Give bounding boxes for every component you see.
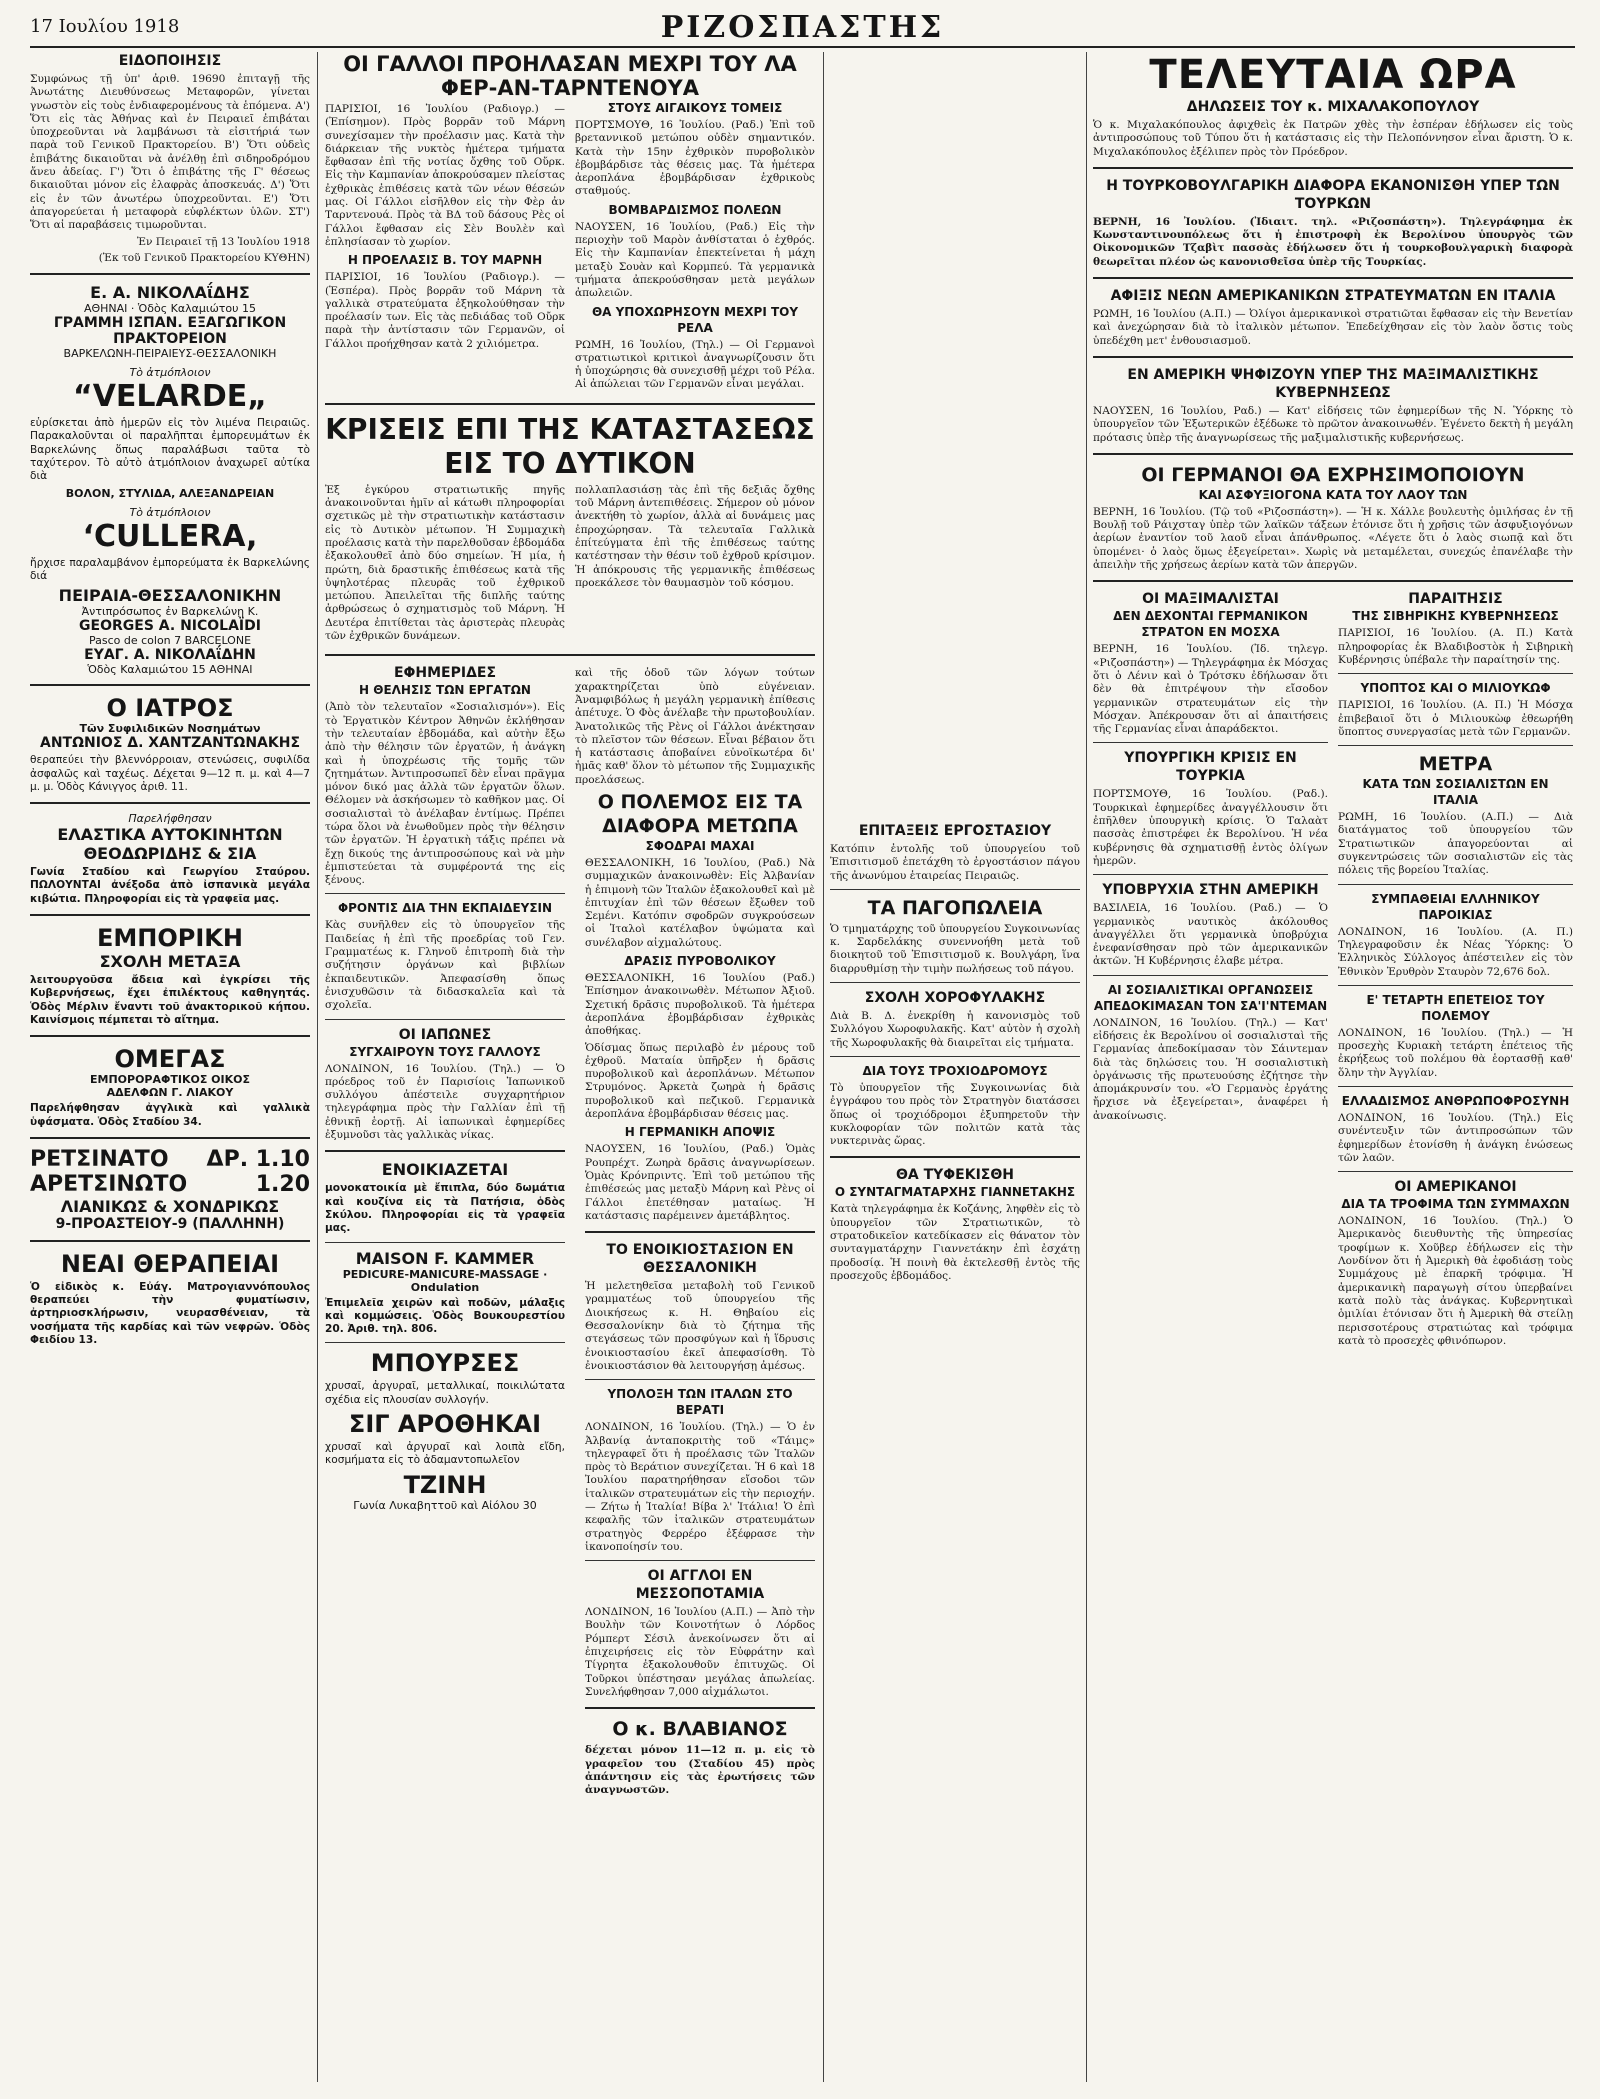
doctor-name: ΑΝΤΩΝΙΟΣ Δ. ΧΑΝΤΖΑΝΤΩΝΑΚΗΣ bbox=[39, 735, 301, 752]
divider bbox=[30, 1240, 310, 1242]
crisis-text: πολλαπλασιάσῃ τὰς ἐπὶ τῆς δεξιᾶς ὄχθης τοῦ Μάρνη ἀντεπιθέσεις. Σήμερον οὐ μόνον ἀνεκτήθη τὸ χωρίον, ἀλλὰ αἱ δυνάμεις μας ἐπροχώρησαν. Τὰ τελευταῖα Γαλλικὰ ἐπίτεύγματα ἐπὶ τῆς ἐπιθέσεως ταύτης κατέστησαν τὴν θέσιν τοῦ ἐχθροῦ κρίσιμον. Ἡ ἀπόκρουσις τῆς γερμανικῆς ἐπιθέσεως προεκάλεσε τὸν θαυμασμὸν τοῦ κόσμου. bbox=[575, 483, 815, 589]
canteen-title: ΦΡΟΝΤΙΣ ΔΙΑ ΤΗΝ ΕΚΠΑΙΔΕΥΣΙΝ bbox=[337, 901, 553, 916]
maximal-text: ΝΑΟΥΣΕΝ, 16 Ἰουλίου, Ραδ.) — Κατ' εἰδήσεις τῶν ἐφημερίδων τῆς Ν. Ὑόρκης τὸ ὑπουργεῖον τῶν Ἐξωτερικῶν ἐξέδωκε τὸ πρῶτον ἀνακοινωθέν. Ἐγένετο δεκτὴ ἡ μεγάλη πρότασις ὑπὲρ τῆς ἀναγνωρίσεως τῆς μαξιμαλιστικῆς κυβερνήσεως. bbox=[1093, 404, 1573, 444]
omegas-sub: ΕΜΠΟΡΟΡΑΦΤΙΚΟΣ ΟΙΚΟΣ bbox=[89, 1073, 250, 1087]
spacer bbox=[830, 52, 1080, 822]
school-text: λειτουργοῦσα ἄδεια καὶ ἐγκρίσει τῆς Κυβερνήσεως, ἔχει ἐπιλέκτους καθηγητάς. Ὁδὸς Μέρλιν ἔναντι τοῦ ἀνακτορικοῦ κήπου. Καινίσμοις πέμπεται τὸ αἴτημα. bbox=[30, 974, 310, 1026]
bombing-subhead: ΒΟΜΒΑΡΔΙΣΜΟΣ ΠΟΛΕΩΝ bbox=[608, 202, 782, 217]
measures-text: ΡΩΜΗ, 16 Ἰουλίου. (Α.Π.) — Διὰ διατάγματος τοῦ ὑπουργείου τῶν Στρατιωτικῶν ἀπαγορεύονται αἱ συγκεντρώσεις τῶν σοσιαλιστῶν εἰς τὰς πόλεις τῆς βορείου Ἰταλίας. bbox=[1338, 811, 1573, 877]
kammer-sub: PEDICURE-MANICURE-MASSAGE · Ondulation bbox=[342, 1267, 548, 1294]
kammer-text: Ἐπιμελεῖα χειρῶν καὶ ποδῶν, μάλαξις καὶ κομμώσεις. Ὁδὸς Βουκουρεστίου 20. Ἀριθ. τηλ. 806. bbox=[325, 1296, 565, 1336]
line-route: ΒΑΡΚΕΛΩΝΗ-ΠΕΙΡΑΙΕΥΣ-ΘΕΣΣΑΛΟΝΙΚΗ bbox=[63, 347, 277, 361]
pharm-name: ΤΖΙΝΗ bbox=[403, 1470, 487, 1499]
pharm-text: χρυσαῖ καὶ ἀργυραῖ καὶ λοιπὰ εἴδη, κοσμήματα εἰς τὸ ἀδαμαντοπωλεῖον bbox=[325, 1441, 565, 1467]
ad-name: Ε. Α. ΝΙΚΟΛΑΐΔΗΣ bbox=[90, 283, 250, 303]
divider bbox=[1093, 356, 1573, 358]
omegas-text: Παρελήφθησαν ἀγγλικὰ καὶ γαλλικὰ ὑφάσματα. Ὁδὸς Σταδίου 34. bbox=[30, 1102, 310, 1128]
german-view-subhead: Η ΓΕΡΜΑΝΙΚΗ ΑΠΟΨΙΣ bbox=[624, 1125, 776, 1140]
divider bbox=[325, 1342, 565, 1343]
war-subhead: ΔΡΑΣΙΣ ΠΥΡΟΒΟΛΙΚΟΥ bbox=[624, 954, 776, 969]
turk-bul-title: Η ΤΟΥΡΚΟΒΟΥΛΓΑΡΙΚΗ ΔΙΑΦΟΡΑ ΕΚΑΝΟΝΙΣΘΗ ΥΠΕΡ ΤΩΝ ΤΟΥΡΚΩΝ bbox=[1106, 177, 1560, 212]
gas-text: ΒΕΡΝΗ, 16 Ἰουλίου. (Τῷ τοῦ «Ριζοσπάστη»). — Ἡ κ. Χάλλε βουλευτὴς ὁμιλήσας ἐν τῇ Βουλῇ τοῦ Ράιχσταγ ὑπὲρ τῶν λαϊκῶν τάξεων ἐτόνισε ὅτι ἡ χρῆσις τῶν ἀσφυξιογόνων ἀερίων ἐναντίον τοῦ λαοῦ εἶναι ἀπάνθρωπος. «Λέγετε ὅτι ὁ λαὸς σιωπᾷ καὶ ὅτι ὑπομένει· ὁ λαὸς ὅμως ἐξεγείρεται». Χωρὶς νὰ μεταμέλεται, συνεχώς ἐπανέλαβε τὴν ἀπειλὴν τῆς χρήσεως ἀερίων κατὰ τῶν ἀπεργῶν. bbox=[1093, 505, 1573, 572]
cures-text: Ὁ εἰδικὸς κ. Εὐάγ. Ματρογιαννόπουλος θεραπεύει τὴν φυματίωσιν, ἀρτηριοσκλήρωσιν, νευρασθένειαν, τὰ νοσήματα τῆς καρδίας καὶ τῶν νεφρῶν. Ὁδὸς Φειδίου 13. bbox=[30, 1280, 310, 1346]
socialist-title: ΑΙ ΣΟΣΙΑΛΙΣΤΙΚΑΙ ΟΡΓΑΝΩΣΕΙΣ bbox=[1107, 982, 1314, 997]
shipping-ad bbox=[30, 283, 310, 676]
headline-war: Ο ΠΟΛΕΜΟΣ ΕΙΣ ΤΑ ΔΙΑΦΟΡΑ ΜΕΤΩΠΑ bbox=[597, 791, 803, 837]
court-text: Κατὰ τηλεγράφημα ἐκ Κοζάνης, ληφθὲν εἰς τὸ ὑπουργεῖον τῶν Στρατιωτικῶν, τὸ στρατοδικεῖον κατεδίκασεν εἰς θάνατον τὸν συνταγματάρχην Γιαννετάκην ἐπὶ ἐσχάτῃ προδοσίᾳ. Ἡ ποινὴ θὰ ἐκτελεσθῇ ἐντὸς τῆς προσεχοῦς ἑβδομάδος. bbox=[830, 1203, 1080, 1282]
mesop-text: ΛΟΝΔΙΝΟΝ, 16 Ἰουλίου (Α.Π.) — Ἀπὸ τὴν Βουλὴν τῶν Κοινοτήτων ὁ Λόρδος Ρόμπερτ Σέσιλ ἀνεκοίνωσεν ὅτι αἱ ἐπιχειρήσεις εἰς τὸν Εὐφράτην καὶ Τίγρητα ἐξακολουθοῦν ἐπιτυχῶς. Οἱ Τοῦρκοι ὑπέστησαν μεγάλας ἀπωλείας. Συνελήφθησαν 7,000 αἰχμάλωτοι. bbox=[585, 1606, 815, 1698]
column-rule bbox=[1086, 52, 1087, 2082]
aretsino-price: 1.20 bbox=[255, 1171, 310, 1197]
notice-text: Συμφώνως τῇ ὑπ' ἀριθ. 19690 ἐπιταγῇ τῆς Ἀνωτάτης Διευθύνσεως Μεταφορῶν, γίνεται γνωστὸν εἰς τοὺς ἐνδιαφερομένους τὰ ἑπόμενα. Α') Ὅτι εἰς τὰς Ἀθήνας καὶ ἐν Πειραιεῖ ἐπιβάται ὑποχρεοῦνται νὰ λαμβάνωσι τὰ εἰσιτήριά των παρὰ τοῦ Γενικοῦ Πρακτορείου. Β') Ὅτι οὐδεὶς ἐπιβάτης δικαιοῦται νὰ ἀνέλθῃ ἐπὶ σιδηροδρόμου ἄνευ ἀδείας. Γ') Ὅτι ὁ ἐπιβάτης τῆς Γ' θέσεως δικαιοῦται μόνον εἰς ἐλαφρὰς ἀποσκευάς. Δ') Ὅτι εἰς ἐν τῶν ἀνωτέρω ὑποχρεοῦνται. Ε') Ὅτι ἀπαγορεύεται ἡ μεταφορὰ εὐφλέκτων ὑλῶν. ΣΤ') Ὅτι αἱ παραβάσεις τιμωροῦνται. bbox=[30, 73, 310, 232]
maxim-title: ΟΙ ΜΑΞΙΜΑΛΙΣΤΑΙ bbox=[1142, 591, 1279, 608]
ship-text: εὑρίσκεται ἀπὸ ἡμερῶν εἰς τὸν λιμένα Πειραιῶς. Παρακαλοῦνται οἱ παραλῆπται ἐμπορευμάτων ἐκ Βαρκελώνης ὅπως παραλάβωσι ταῦτα τὸ ταχύτερον. Τὸ αὐτὸ ἀτμόπλοιον ἀναχωρεῖ αὐτίκα διὰ bbox=[30, 417, 310, 483]
column-rule bbox=[823, 52, 824, 2082]
ads-column bbox=[30, 52, 310, 2082]
school-title: ΕΜΠΟΡΙΚΗ bbox=[97, 924, 243, 953]
agent-label: Ἀντιπρόσωπος ἐν Βαρκελώνῃ Κ. bbox=[81, 605, 259, 619]
school-sub: ΣΧΟΛΗ ΜΕΤΑΞΑ bbox=[99, 952, 241, 972]
tires-title: ΕΛΑΣΤΙΚΑ ΑΥΤΟΚΙΝΗΤΩΝ bbox=[57, 825, 283, 845]
divider bbox=[585, 1379, 815, 1380]
latest-two-col bbox=[1093, 590, 1573, 1351]
divider bbox=[325, 1019, 565, 1020]
headline-crisis: ΚΡΙΣΕΙΣ ΕΠΙ ΤΗΣ ΚΑΤΑΣΤΑΣΕΩΣ ΕΙΣ ΤΟ ΔΥΤΙΚΟΝ bbox=[325, 412, 815, 480]
vlavianos-title: Ο κ. ΒΛΑΒΙΑΝΟΣ bbox=[612, 1718, 788, 1741]
rela-text: ΡΩΜΗ, 16 Ἰουλίου, (Τηλ.) — Οἱ Γερμανοὶ στρατιωτικοὶ κριτικοὶ ἀναγνωρίζουσιν ὅτι ἡ ὑποχώρησις θὰ συνεχισθῇ μέχρι τοῦ Ρέλα. Αἱ ἀπώλειαι τῶν Γερμανῶν εἶναι μεγάλαι. bbox=[575, 338, 815, 391]
kammer-ad bbox=[325, 1249, 565, 1337]
agent-address: Pasco de colon 7 BARCELONE bbox=[88, 634, 252, 648]
ship-name-cullera: ‘CULLERA, bbox=[82, 518, 258, 554]
blouses-ad bbox=[325, 1349, 565, 1511]
crisis-body bbox=[325, 481, 815, 647]
divider bbox=[830, 1056, 1080, 1057]
resign-subhead: ΤΗΣ ΣΙΒΗΡΙΚΗΣ ΚΥΒΕΡΝΗΣΕΩΣ bbox=[1352, 609, 1559, 624]
divider bbox=[30, 1137, 310, 1139]
japan-text: ΛΟΝΔΙΝΟΝ, 16 Ἰουλίου. (Τηλ.) — Ὁ πρόεδρος τοῦ ἐν Παρισίοις Ἰαπωνικοῦ συλλόγου ἀπέστειλε συγχαρητήριον τηλεγράφημα πρὸς τὴν Γαλλίαν ἐπὶ τῇ ἐθνικῇ ἑορτῇ. Αἱ ἰαπωνικαὶ ἐφημερίδες ἐξυμνοῦσι τὰς γαλλικὰς νίκας. bbox=[325, 1062, 565, 1142]
berat-title: ΥΠΟΛΟΞΗ ΤΩΝ ΙΤΑΛΩΝ ΣΤΟ ΒΕΡΑΤΙ bbox=[607, 1387, 793, 1418]
doctor-ad bbox=[30, 694, 310, 794]
anti-text: ΛΟΝΔΙΝΟΝ, 16 Ἰουλίου. (Τηλ.) Εἰς συνέντευξιν τῶν ἀντιπροσώπων τῶν ἐφημερίδων ἐτονίσθη ἡ ἀνάγκη ἐνώσεως τῶν λαῶν. bbox=[1338, 1111, 1573, 1164]
divider bbox=[585, 1560, 815, 1561]
retsina-price: ΔΡ. 1.10 bbox=[206, 1146, 310, 1172]
press-title: ΕΦΗΜΕΡΙΔΕΣ bbox=[393, 665, 497, 682]
tram-title: ΔΙΑ ΤΟΥΣ ΤΡΟΧΙΟΔΡΟΜΟΥΣ bbox=[862, 1063, 1048, 1078]
aegean-text: ΠΟΡΤΣΜΟΥΘ, 16 Ἰουλίου. (Ραδ.) Ἐπὶ τοῦ βρεταννικοῦ μετώπου οὐδὲν σημαντικόν. Κατὰ τὴν 15ην ἐχθρικὸν πυροβολικὸν ἐβομβάρδισε τὰς θέσεις μας. Τὰ ἡμέτερα ἀεροπλάνα ἐβομβάρδισαν ἐχθρικοὺς σταθμούς. bbox=[575, 119, 815, 198]
rent-office-title: ΤΟ ΕΝΟΙΚΙΟΣΤΑΣΙΟΝ ΕΝ ΘΕΣΣΑΛΟΝΙΚΗ bbox=[606, 1242, 794, 1277]
mich-title: ΔΗΛΩΣΕΙΣ ΤΟΥ κ. ΜΙΧΑΛΑΚΟΠΟΥΛΟΥ bbox=[1186, 99, 1480, 115]
mesop-title: ΟΙ ΑΓΓΛΟΙ ΕΝ ΜΕΣΣΟΠΟΤΑΜΙΑ bbox=[635, 1568, 765, 1603]
pharm-title: ΣΙΓ ΑΡΟΘΗΚΑΙ bbox=[348, 1410, 542, 1438]
divider bbox=[1093, 277, 1573, 279]
divider bbox=[585, 1707, 815, 1709]
war-column bbox=[585, 790, 815, 2040]
socialist-subhead: ΑΠΕΔΟΚΙΜΑΣΑΝ ΤΟΝ ΣΑ'Ι'ΝΤΕΜΑΝ bbox=[1093, 998, 1328, 1013]
court-subhead: Ο ΣΥΝΤΑΓΜΑΤΑΡΧΗΣ ΓΙΑΝΝΕΤΑΚΗΣ bbox=[834, 1185, 1076, 1200]
subs-text: ΒΑΣΙΛΕΙΑ, 16 Ἰουλίου. (Ραδ.) — Ὁ γερμανικὸς ναυτικὸς ἀκόλουθος ἀναγγέλλει ὅτι γερμανικὰ ὑποβρύχια ἐνεφανίσθησαν πρὸ τῶν ἀμερικανικῶν ἀκτῶν. Ἡ Κυβέρνησις ἐλαβε μέτρα. bbox=[1093, 902, 1328, 968]
doctor-sub: Τῶν Συφιλιδικῶν Νοσημάτων bbox=[79, 722, 261, 736]
divider bbox=[830, 1156, 1080, 1158]
tires-ad bbox=[30, 812, 310, 906]
divider bbox=[1338, 745, 1573, 746]
doctor-text: θεραπεύει τὴν βλεννόρροιαν, στενώσεις, συφιλίδα ἀσφαλῶς καὶ ταχέως. Δέχεται 9—12 π. μ. καὶ 4—7 μ. μ. Ὁδὸς Κάνιγγος ἀριθ. 11. bbox=[30, 754, 310, 793]
japan-subhead: ΣΥΓΧΑΙΡΟΥΝ ΤΟΥΣ ΓΑΛΛΟΥΣ bbox=[349, 1044, 541, 1059]
ship-text: ἤρχισε παραλαμβάνον ἐμπορεύματα ἐκ Βαρκελώνης διά bbox=[30, 556, 310, 582]
latest-news-column bbox=[1093, 52, 1573, 2082]
masthead: ΡΙΖΟΣΠΑΣΤΗΣ bbox=[660, 10, 945, 45]
amer-italy-text: ΡΩΜΗ, 16 Ἰουλίου (Α.Π.) — Ὀλίγοι ἀμερικανικοὶ στρατιῶται ἔφθασαν εἰς τὴν Βενετίαν καὶ ἀνεχώρησαν διὰ τὸ ἰταλικὸν μέτωπον. Ἐπεδείχθησαν εἰς τὸν λαὸν ὅστις τοὺς ὑπεδέχθη μετ' ἐνθουσιασμοῦ. bbox=[1093, 308, 1573, 347]
divider bbox=[30, 273, 310, 275]
rent-title: ΕΝΟΙΚΙΑΖΕΤΑΙ bbox=[381, 1160, 509, 1180]
cures-ad bbox=[30, 1250, 310, 1347]
factory-text: Κατόπιν ἐντολῆς τοῦ ὑπουργείου τοῦ Ἐπισιτισμοῦ ἐπετάχθη τὸ ἐργοστάσιον πάγου τῆς ἀνωνύμου ἑταιρείας Πειραιῶς. bbox=[830, 843, 1080, 882]
retsina-sub: ΛΙΑΝΙΚΩΣ & ΧΟΝΔΡΙΚΩΣ bbox=[60, 1196, 280, 1216]
alliance-title: ΣΥΜΠΑΘΕΙΑΙ ΕΛΛΗΝΙΚΟΥ ΠΑΡΟΙΚΙΑΣ bbox=[1371, 891, 1540, 922]
dance-text: Διὰ Β. Δ. ἐνεκρίθη ἡ κανονισμὸς τοῦ Συλλόγου Χωροφυλακῆς. Κατ' αὐτὸν ἡ σχολὴ τῆς Χωροφυλακῆς θὰ διαιρεῖται εἰς τμήματα. bbox=[830, 1010, 1080, 1049]
food-subhead: ΔΙΑ ΤΑ ΤΡΟΦΙΜΑ ΤΩΝ ΣΥΜΜΑΧΩΝ bbox=[1341, 1197, 1570, 1212]
retsina-row bbox=[30, 1147, 310, 1172]
turk-bul-text: ΒΕΡΝΗ, 16 Ἰουλίου. (Ἰδιαιτ. τηλ. «Ριζοσπάστη»). Τηλεγράφημα ἐκ Κωνσταντινουπόλεως ὅτι ἡ ἐπιστροφὴ ἐκ Βερολίνου ὑπουργὸς τῶν Οἰκονομικῶν Τζαβὶτ πασσὰς ἐδήλωσεν ὅτι ἡ τουρκοβουλγαρικὴ διαφορὰ θεωρεῖται πλέον ὡς κανονισθεῖσα ὑπὲρ τῆς Τουρκίας. bbox=[1093, 215, 1573, 268]
court-title: ΘΑ ΤΥΦΕΚΙΣΘΗ bbox=[895, 1167, 1014, 1184]
amer-italy-title: ΑΦΙΞΙΣ ΝΕΩΝ ΑΜΕΡΙΚΑΝΙΚΩΝ ΣΤΡΑΤΕΥΜΑΤΩΝ ΕΝ ΙΤΑΛΙΑ bbox=[1110, 288, 1556, 305]
canteen-text: Κὰς συνῆλθεν εἰς τὸ ὑπουργεῖον τῆς Παιδείας ἡ ἐπὶ τῆς προεδρίας τοῦ Γεν. Γραμματέως κ. Γληνοῦ ἐπιτροπὴ διὰ τὴν συζήτησιν ὀργάνων καὶ βιβλίων ἐκπαιδευτικῶν. Ἀπεφασίσθη ὅπως ἐνισχυθῶσιν τὰ διδασκαλεῖα καὶ τὰ σχολεῖα. bbox=[325, 919, 565, 1012]
gauls-body bbox=[325, 100, 815, 395]
ship-destinations: ΠΕΙΡΑΙΑ-ΘΕΣΣΑΛΟΝΙΚΗΝ bbox=[58, 586, 282, 606]
maxim-text: ΒΕΡΝΗ, 16 Ἰουλίου. (Ἰδ. τηλεγρ. «Ριζοσπάστη») — Τηλεγράφημα ἐκ Μόσχας ὅτι ὁ Λένιν καὶ ὁ Τρότσκυ ἐδήλωσαν ὅτι δὲν θὰ ἐπιτρέψουν τὴν εἴσοδον γερμανικῶν στρατευμάτων εἰς τὴν Μόσχαν. Ἀπέκρουσαν ὅτι αἱ ἀπαιτήσεις τῆς Γερμανίας εἶναι ἀπαράδεκτοι. bbox=[1093, 643, 1328, 736]
ice-title: ΤΑ ΠΑΓΟΠΩΛΕΙΑ bbox=[867, 896, 1043, 919]
page-header bbox=[30, 10, 1575, 48]
tires-firm: ΘΕΟΔΩΡΙΔΗΣ & ΣΙΑ bbox=[83, 844, 257, 864]
press-text: (Ἀπὸ τὸν τελευταῖον «Σοσιαλισμόν»). Εἰς τὸ Ἐργατικὸν Κέντρον Ἀθηνῶν ἐκλήθησαν τὴν τελευταίαν ἑβδομάδα, καὶ αὐτὴν ἔξω ἀπὸ τὴν θέλησιν τῶν ἐργατῶν, ἡ ἀνάγκη καὶ ἡ ὑποχρέωσις τῆς τομῆς τῶν ζητημάτων. Ἀντιπροσωπεῖ δὲν εἶναι πρᾶγμα μόνον δικό μας ἀλλὰ τῶν ἐργατῶν ὅλων. Θέλομεν νὰ ἀσκήσωμεν τὸ καθῆκον μας. Οἱ σοσιαλισταὶ τὸ ἀνέλαβαν ἐντίμως. Πρέπει τώρα ὅλοι νὰ ἐνωθοῦμεν πρὸς τὴν θέλησιν τῶν ἐργατῶν. Ἡ ἐργατικὴ τάξις πρέπει νὰ ἔχῃ δικούς της ἀντιπροσώπους καὶ νὰ μὴν ἐμπιστεύεται τὰ συμφέροντά της εἰς ξένους. bbox=[325, 701, 565, 887]
ship-intro: Τὸ ἀτμόπλοιον bbox=[129, 505, 211, 519]
domestic-column bbox=[830, 52, 1080, 2082]
rent-text: μονοκατοικία μὲ ἔπιπλα, δύο δωμάτια καὶ κουζίνα εἰς τὰ Πατήσια, ὁδὸς Σκύλου. Πληροφορίαι εἰς τὰ γραφεῖα μας. bbox=[325, 1182, 565, 1235]
doctor-title: Ο ΙΑΤΡΟΣ bbox=[106, 694, 234, 723]
divider bbox=[30, 684, 310, 686]
dance-title: ΣΧΟΛΗ ΧΟΡΟΦΥΛΑΚΗΣ bbox=[864, 990, 1046, 1007]
omegas-ad bbox=[30, 1045, 310, 1129]
ad-address: ΑΘΗΝΑΙ · Ὁδὸς Καλαμιώτου 15 bbox=[83, 302, 257, 316]
german-view-text: ΝΑΟΥΣΕΝ, 16 Ἰουλίου, (Ραδ.) Ὁμὰς Ρουπρέχτ. Ζωηρὰ δρᾶσις ἀναγνωρίσεων. Ὁμὰς Κρόνπριντς. Ἐπὶ τοῦ μετώπου τῆς ἐπιθέσεώς μας μεταξὺ Μάρνη καὶ Ρὲνς οἱ Γάλλοι ἐπετέθησαν ματαίως. Ἡ κατάστασις παρέμεινεν ἀμετάβλητος. bbox=[585, 1143, 815, 1222]
crisis-text: Ἐξ ἐγκύρου στρατιωτικῆς πηγῆς ἀνακοινοῦνται ἡμῖν αἱ κάτωθι πληροφορίαι σχετικῶς μὲ τὴν στρατιωτικὴν κατάστασιν εἰς τὸ Δυτικὸν μέτωπον. Ἡ Συμμαχικὴ προέλασις κατὰ τὴν παρελθοῦσαν ἑβδομάδα ἐξακολουθεῖ ἀπὸ δύο σημείων. Ἡ μία, ἡ πρώτη, διὰ δραστικῆς ἐπιθέσεως κατὰ τῆς ὑψηλοτέρας πλευρᾶς τοῦ ἐχθρικοῦ μετώπου. Ἀπειλεῖται τῆς διπλῆς ταύτης ἀρθρώσεως ὁ σχηματισμὸς τοῦ Μάρνη. Ἡ Δευτέρα ἐπιτίθεται τὰς ἀριστερὰς πλευρὰς τῶν ἐχθρικῶν δυνάμεων. bbox=[325, 483, 565, 643]
food-text: ΛΟΝΔΙΝΟΝ, 16 Ἰουλίου. (Τηλ.) Ὁ Ἀμερικανὸς διευθυντὴς τῆς ὑπηρεσίας τροφίμων κ. Χοῦβερ ἐδήλωσεν εἰς τὴν Λονδίνον ὅτι ἡ Ἀμερικὴ θὰ ἐφοδιάσῃ τοὺς Συμμάχους μὲ ἐπαρκῆ τρόφιμα. Ἡ ἀμερικανικὴ παραγωγὴ σίτου ὑπερβαίνει κατὰ πολὺ τὰς ἀνάγκας. Κυβερνητικαὶ ὁμιλίαι ἐτόνισαν ὅτι ἡ Ἀμερικὴ θὰ στείλῃ περισσοτέρους στρατιώτας καὶ τρόφιμα κατὰ τὸ προσεχὲς φθινόπωρον. bbox=[1338, 1215, 1573, 1347]
divider bbox=[325, 403, 815, 405]
gauls-sub-text: ΠΑΡΙΣΙΟΙ, 16 Ἰουλίου (Ραδιογρ.). — (Ἑσπέρα). Πρὸς βορρᾶν τοῦ Μάρνη τὰ γαλλικὰ στρατεύματα ἐξηκολούθησαν τὴν προέλασίν των. Εἰς τὰς πεδιάδας τοῦ Οὔρκ παρὰ τὴν ἀντίστασιν τῶν Γερμανῶν, οἱ Γάλλοι προήχθησαν κατὰ 2 χιλιόμετρα. bbox=[325, 271, 565, 350]
vlavianos-text: δέχεται μόνον 11—12 π. μ. εἰς τὸ γραφεῖον του (Σταδίου 45) πρὸς ἀπάντησιν εἰς τὰς ἐρωτήσεις τῶν ἀναγνωστῶν. bbox=[585, 1744, 815, 1797]
line-title: ΓΡΑΜΜΗ ΙΣΠΑΝ. ΕΞΑΓΩΓΙΚΟΝ ΠΡΑΚΤΟΡΕΙΟΝ bbox=[53, 315, 287, 348]
aretsino-row bbox=[30, 1172, 310, 1197]
resign-text: ΠΑΡΙΣΙΟΙ, 16 Ἰουλίου. (Α. Π.) Κατὰ πληροφορίας ἐκ Βλαδιβοστὸκ ἡ Σιβηρικὴ Κυβέρνησις ὑπέβαλε τὴν παραίτησίν της. bbox=[1338, 627, 1573, 666]
school-ad bbox=[30, 924, 310, 1027]
socialist-text: ΛΟΝΔΙΝΟΝ, 16 Ἰουλίου. (Τηλ.) — Κατ' εἰδήσεις ἐκ Βερολίνου οἱ σοσιαλισταὶ τῆς Γερμανίας ἀπεδοκίμασαν τὸν Σάιντεμαν διὰ τὰς δηλώσεις του. Ἡ σοσιαλιστικὴ ὁργάνωσις τῆς πρωτευούσης ἐζήτησε τὴν ἀπομάκρυνσίν του. «Ὁ Γερμανὸς ἐργάτης ἤρχισε νὰ ἐξεγείρεται», ἀναφέρει ἡ ἀνακοίνωσις. bbox=[1093, 1016, 1328, 1122]
tires-text: Γωνία Σταδίου καὶ Γεωργίου Σταύρου. ΠΩΛΟΥΝΤΑΙ ἀνέξοδα ἀπὸ ἰσπανικὰ μεγάλα κιβώτια. Πληροφορίαι εἰς τὰ γραφεῖα μας. bbox=[30, 866, 310, 905]
omegas-title: ΟΜΕΓΑΣ bbox=[114, 1045, 226, 1074]
war-text: ΘΕΣΣΑΛΟΝΙΚΗ, 16 Ἰουλίου, (Ραδ.) Νὰ συμμαχικῶν ἀνακοινωθὲν: Εἰς Ἀλβανίαν ἡ ἐπιμονὴ τῶν Ἰταλῶν ἐξακολουθεῖ καὶ μὲ ἐπιτυχίαν ἐπὶ τῶν θέσεων ἔξωθεν τοῦ Σεμένι. Κατόπιν σφοδρῶν συγκρούσεων οἱ Ἰταλοὶ κατέλαβον ὑψώματα καὶ συνέλαβον αἰχμαλώτους. bbox=[585, 857, 815, 949]
ship-intro: Τὸ ἀτμόπλοιον bbox=[129, 366, 211, 380]
ice-text: Ὁ τμηματάρχης τοῦ ὑπουργείου Συγκοινωνίας κ. Σαρδελάκης συνεννοήθη μετὰ τοῦ διοικητοῦ τοῦ Ἐπισιτισμοῦ κ. Βουλγάρη, ἵνα διαρρυθμίσῃ τὴν τιμὴν πωλήσεως τοῦ πάγου. bbox=[830, 922, 1080, 975]
war-text: ΘΕΣΣΑΛΟΝΙΚΗ, 16 Ἰουλίου (Ραδ.) Ἐπίσημον ἀνακοινωθὲν. Μέτωπον Ἀξιοῦ. Σχετική δρᾶσις πυροβολικοῦ. Τὰ ἡμέτερα ἀεροπλάνα ἐβομβάρδισαν ἐχθρικὰς ἀποθήκας. bbox=[585, 972, 815, 1038]
divider bbox=[1338, 673, 1573, 674]
japan-title: ΟΙ ΙΑΠΩΝΕΣ bbox=[398, 1026, 492, 1043]
divider bbox=[30, 914, 310, 916]
pharm-address: Γωνία Λυκαβηττοῦ καὶ Αἰόλου 30 bbox=[353, 1498, 537, 1512]
notice-title: ΕΙΔΟΠΟΙΗΣΙΣ bbox=[118, 53, 222, 69]
divider bbox=[1093, 742, 1328, 743]
tram-text: Τὸ ὑπουργεῖον τῆς Συγκοινωνίας διὰ ἐγγράφου του πρὸς τὸν Στρατηγὸν διατάσσει ὅπως οἱ τροχιόδρομοι ἐξυπηρετοῦν τὴν κυκλοφορίαν τῶν πολιτῶν κατὰ τὰς νυκτερινὰς ὥρας. bbox=[830, 1081, 1080, 1148]
last-hour-title: ΤΕΛΕΥΤΑΙΑ ΩΡΑ bbox=[1149, 52, 1517, 98]
headline-gauls: ΟΙ ΓΑΛΛΟΙ ΠΡΟΗΛΑΣΑΝ ΜΕΧΡΙ ΤΟΥ ΛΑ ΦΕΡ-ΑΝ-ΤΑΡΝΤΕΝΟΥΑ bbox=[343, 52, 797, 100]
factory-title: ΕΠΙΤΑΞΕΙΣ ΕΡΓΟΣΤΑΣΙΟΥ bbox=[858, 823, 1052, 839]
column-rule bbox=[317, 52, 318, 2082]
maxim-subhead: ΔΕΝ ΔΕΧΟΝΤΑΙ ΓΕΡΜΑΝΙΚΟΝ ΣΤΡΑΤΟΝ ΕΝ ΜΟΣΧΑ bbox=[1113, 609, 1308, 640]
divider bbox=[1338, 985, 1573, 986]
divider bbox=[325, 1150, 565, 1152]
divider bbox=[30, 802, 310, 804]
maximal-title: ΕΝ ΑΜΕΡΙΚΗ ΨΗΦΙΖΟΥΝ ΥΠΕΡ ΤΗΣ ΜΑΞΙΜΑΛΙΣΤΙΚΗΣ ΚΥΒΕΡΝΗΣΕΩΣ bbox=[1127, 366, 1539, 401]
athens-address: Ὁδὸς Καλαμιώτου 15 ΑΘΗΝΑΙ bbox=[87, 663, 253, 677]
divider bbox=[585, 1231, 815, 1233]
ship-name-velarde: “VELARDE„ bbox=[73, 379, 267, 415]
divider bbox=[325, 654, 815, 656]
bombing-text: ΝΑΟΥΣΕΝ, 16 Ἰουλίου, (Ραδ.) Εἰς τὴν περιοχὴν τοῦ Μαρὸν ἀνθίσταται ὁ ἐχθρός. Εἰς τὴν Καμπανίαν ἐπεκτείνεται ἡ μάχη μεταξὺ Σουὰν καὶ Κορμπεύ. Τὰ γερμανικὰ τμήματα ἀπεκρούσθησαν μετὰ μεγάλων ἀπωλειῶν. bbox=[575, 220, 815, 300]
milyukov-text: ΠΑΡΙΣΙΟΙ, 16 Ἰουλίου. (Α. Π.) Ἡ Μόσχα ἐπιβεβαιοῖ ὅτι ὁ Μιλιουκὼφ ἐθεωρήθη ὕποπτος συνεργασίας μετὰ τῶν Γερμανῶν. bbox=[1338, 699, 1573, 738]
press-subhead: Η ΘΕΛΗΣΙΣ ΤΩΝ ΕΡΓΑΤΩΝ bbox=[359, 683, 531, 698]
cures-title: ΝΕΑΙ ΘΕΡΑΠΕΙΑΙ bbox=[60, 1249, 280, 1278]
war-text: Ὁδίσμας ὅπως περιλαβὸ ἐν μέρους τοῦ ἐχθροῦ. Ματαία ὑπῆρξεν ἡ δρᾶσις πυροβολικοῦ καὶ ἀεροπλάνων. Μέτωπον Στρυμόνος. Ἀρκετὰ ζωηρὰ ἡ δρᾶσις πυροβολικοῦ καὶ πεζικοῦ. Γερμανικὰ ἀεροπλάνα ἐβομβάρδισαν θέσεις μας. bbox=[585, 1041, 815, 1121]
divider bbox=[830, 982, 1080, 983]
aretsino-label: ΑΡΕΤΣΙΝΩΤΟ bbox=[30, 1171, 188, 1197]
divider bbox=[830, 889, 1080, 890]
divider bbox=[1338, 1086, 1573, 1087]
kammer-title: MAISON F. KAMMER bbox=[355, 1248, 535, 1268]
resign-title: ΠΑΡΑΙΤΗΣΙΣ bbox=[1408, 591, 1503, 608]
tires-intro: Παρελήφθησαν bbox=[128, 812, 212, 826]
fourth-text: ΛΟΝΔΙΝΟΝ, 16 Ἰουλίου. (Τηλ.) — Ἡ προσεχὴς Κυριακὴ τετάρτη ἐπέτειος τῆς ἐκρήξεως τοῦ πολέμου θὰ ἑορτασθῇ καθ' ὅλην τὴν Ἀγγλίαν. bbox=[1338, 1026, 1573, 1079]
alliance-text: ΛΟΝΔΙΝΟΝ, 16 Ἰουλίου. (Α. Π.) Τηλεγραφοῦσιν ἐκ Νέας Ὑόρκης: Ὁ Ἑλληνικὸς Σύλλογος ἀπέστειλεν εἰς τὸν Ἐθνικὸν Ἐρυθρὸν Σταυρὸν 72,676 δολ. bbox=[1338, 925, 1573, 978]
aegean-subhead: ΣΤΟΥΣ ΑΙΓΑΙΚΟΥΣ ΤΟΜΕΙΣ bbox=[607, 101, 783, 115]
rent-office-text: Ἡ μελετηθεῖσα μεταβολὴ τοῦ Γενικοῦ γραμματέως τοῦ ὑπουργείου τῆς Διοικήσεως κ. Η. Θηβαίου εἰς Θεσσαλονίκην διὰ τὸ ζήτημα τῆς στεγάσεως τῶν προσφύγων καὶ ἡ ἵδρυσις ἐνοικιοστασίου ἐκεῖ ἀπεφασίσθη. Τὸ ἐνοικιοστάσιον θὰ λειτουργήσῃ ἀμέσως. bbox=[585, 1280, 815, 1372]
divider bbox=[325, 893, 565, 894]
divider bbox=[325, 1242, 565, 1243]
divider bbox=[1093, 167, 1573, 169]
divider bbox=[1338, 884, 1573, 885]
war-subhead: ΣΦΟΔΡΑΙ ΜΑΧΑΙ bbox=[645, 839, 755, 853]
gauls-text: ΠΑΡΙΣΙΟΙ, 16 Ἰουλίου (Ραδιογρ.) — (Ἐπίσημον). Πρὸς βορρᾶν τοῦ Μάρνη συνεχίσαμεν τὴν προέλασιν μας. Κατὰ τὴν διάρκειαν τῆς νυκτὸς ἡμέτερα τμήματα ἔφθασαν ἐπὶ τῆς νοτίας ὄχθης τοῦ Οὔρκ. Εἰς τὴν Καμπανίαν ἀποκρούσαμεν πλείστας ἐχθρικὰς ἐπιθέσεις κατὰ τῶν νέων θέσεών μας. Οἱ Γάλλοι εἰσῆλθον εἰς τὴν Φὲρ ἀν Ταρντενουά. Πρὸς τὰ ΒΔ τοῦ δάσους Ρὲς οἱ Γάλλοι ἔφθασαν εἰς Σὲν Βουλὲν καὶ ἐπλησίασαν τὸ χωρίον. bbox=[325, 103, 565, 248]
divider bbox=[1093, 580, 1573, 582]
blouses-text: χρυσαῖ, ἀργυραῖ, μεταλλικαί, ποικιλώτατα σχέδια εἰς πλουσίαν συλλογήν. bbox=[325, 1380, 565, 1406]
divider bbox=[1093, 874, 1328, 875]
athens-agent: ΕΥΑΓ. Α. ΝΙΚΟΛΑΐΔΗΝ bbox=[84, 647, 256, 664]
gauls-subhead: Η ΠΡΟΕΛΑΣΙΣ Β. ΤΟΥ ΜΑΡΝΗ bbox=[347, 253, 543, 268]
ship-destinations: ΒΟΛΟΝ, ΣΤΥΛΙΔΑ, ΑΛΕΞΑΝΔΡΕΙΑΝ bbox=[65, 486, 275, 500]
berat-text: ΛΟΝΔΙΝΟΝ, 16 Ἰουλίου. (Τηλ.) — Ὁ ἐν Ἀλβανίᾳ ἀνταποκριτὴς τοῦ «Τάιμς» τηλεγραφεῖ ὅτι ἡ προέλασις τῶν Ἰταλῶν πρὸς τὸ Βεράτιον συνεχίζεται. Ἡ 6 καὶ 18 Ἰουλίου παρατηρήθησαν εἴσοδοι τῶν ἰταλικῶν στρατευμάτων εἰς τὴν περιοχήν. — Ζήτω ἡ Ἰταλία! Βίβα λ' Ἰτάλια! Ὁ ἐπὶ κεφαλῆς τῶν ἰταλικῶν στρατευμάτων στρατηγὸς Φερρέρο ἐξέφρασε τὴν ἱκανοποίησίν του. bbox=[585, 1421, 815, 1553]
crisis-text: καὶ τῆς ὁδοῦ τῶν λόγων τούτων χαρακτηρίζεται ὑπὸ εὐγένειαν. Ἀναμφιβόλως ἡ μεγάλη γερμανικὴ ἐπίθεσις ἀπέτυχε. Ὁ Φὸς ἀνέλαβε τὴν πρωτοβουλίαν. Ἀνατολικῶς τῆς Ρὲνς οἱ Γάλλοι ἀνέκτησαν τὸ πλεῖστον τῶν θέσεων. Εἶναι βέβαιον ὅτι ἡ κατάστασις ἀποβαίνει εὐνοϊκωτέρα δι' ἡμᾶς καθ' ὅλον τὸ μέτωπον τῆς Συμμαχικῆς προελάσεως. bbox=[575, 667, 815, 786]
milyukov-title: ΥΠΟΠΤΟΣ ΚΑΙ Ο ΜΙΛΙΟΥΚΩΦ bbox=[1360, 681, 1551, 696]
omegas-owner: ΑΔΕΛΦΩΝ Γ. ΛΙΑΚΟΥ bbox=[106, 1086, 234, 1100]
blouses-title: ΜΠΟΥΡΣΕΣ bbox=[370, 1349, 520, 1378]
food-title: ΟΙ ΑΜΕΡΙΚΑΝΟΙ bbox=[1394, 1179, 1517, 1196]
gas-title: ΟΙ ΓΕΡΜΑΝΟΙ ΘΑ ΕΧΡΗΣΙΜΟΠΟΙΟΥΝ bbox=[1141, 463, 1525, 486]
retsina-ad bbox=[30, 1147, 310, 1232]
notice-date: Ἐν Πειραιεῖ τῇ 13 Ἰουλίου 1918 bbox=[136, 235, 310, 248]
retsina-label: ΡΕΤΣΙΝΑΤΟ bbox=[30, 1146, 169, 1172]
divider bbox=[1093, 453, 1573, 455]
divider bbox=[30, 1035, 310, 1037]
divider bbox=[1093, 975, 1328, 976]
retsina-address: 9-ΠΡΟΑΣΤΕΙΟΥ-9 (ΠΑΛΛΗΝΗ) bbox=[55, 1215, 285, 1232]
turkey-title: ΥΠΟΥΡΓΙΚΗ ΚΡΙΣΙΣ ΕΝ ΤΟΥΡΚΙΑ bbox=[1124, 750, 1297, 785]
agent-name: GEORGES A. NICOLAÏDI bbox=[79, 618, 261, 635]
subs-title: ΥΠΟΒΡΥΧΙΑ ΣΤΗΝ ΑΜΕΡΙΚΗ bbox=[1102, 882, 1319, 899]
rent-ad bbox=[325, 1160, 565, 1235]
divider bbox=[1338, 1171, 1573, 1172]
anti-title: ΕΛΛΑΔΙΣΜΟΣ ΑΝΘΡΩΠΟΦΡΟΣΥΝΗ bbox=[1341, 1093, 1570, 1108]
mich-text: Ὁ κ. Μιχαλακόπουλος ἀφιχθεὶς ἐκ Πατρῶν χθὲς τὴν ἑσπέραν ἐδήλωσεν εἰς τοὺς ἀντιπροσώπους τοῦ Τύπου ὅτι ἡ κατάστασις εἰς τὴν Πελοπόννησον εἶναι ἄριστη. Ὁ κ. Μιχαλακόπουλος ἐξέλιπεν πρὸς τὸν Πρόεδρον. bbox=[1093, 119, 1573, 158]
turkey-text: ΠΟΡΤΣΜΟΥΘ, 16 Ἰουλίου. (Ραδ.). Τουρκικαὶ ἐφημερίδες ἀναγγέλλουσιν ὅτι ἐπῆλθεν ὑπουργικὴ κρίσις. Ὁ Ταλαὰτ πασσὰς ἐπιστρέφει ἐκ Βερολίνου. Ἡ νέα κυβέρνησις θὰ σχηματισθῇ ἐντὸς ὀλίγων ἡμερῶν. bbox=[1093, 788, 1328, 867]
issue-date: 17 Ιουλίου 1918 bbox=[30, 16, 180, 37]
measures-title: ΜΕΤΡΑ bbox=[1418, 753, 1493, 776]
fourth-title: Ε' ΤΕΤΑΡΤΗ ΕΠΕΤΕΙΟΣ ΤΟΥ ΠΟΛΕΜΟΥ bbox=[1366, 992, 1545, 1023]
measures-subhead: ΚΑΤΑ ΤΩΝ ΣΟΣΙΑΛΙΣΤΩΝ ΕΝ ΙΤΑΛΙΑ bbox=[1362, 777, 1549, 808]
gas-subhead: ΚΑΙ ΑΣΦΥΞΙΟΓΟΝΑ ΚΑΤΑ ΤΟΥ ΛΑΟΥ ΤΩΝ bbox=[1198, 487, 1468, 502]
rela-subhead: ΘΑ ΥΠΟΧΩΡΗΣΟΥΝ ΜΕΧΡΙ ΤΟΥ ΡΕΛΑ bbox=[591, 304, 799, 335]
notice-signature: (Ἐκ τοῦ Γενικοῦ Πρακτορείου ΚΥΘΗΝ) bbox=[98, 251, 310, 264]
